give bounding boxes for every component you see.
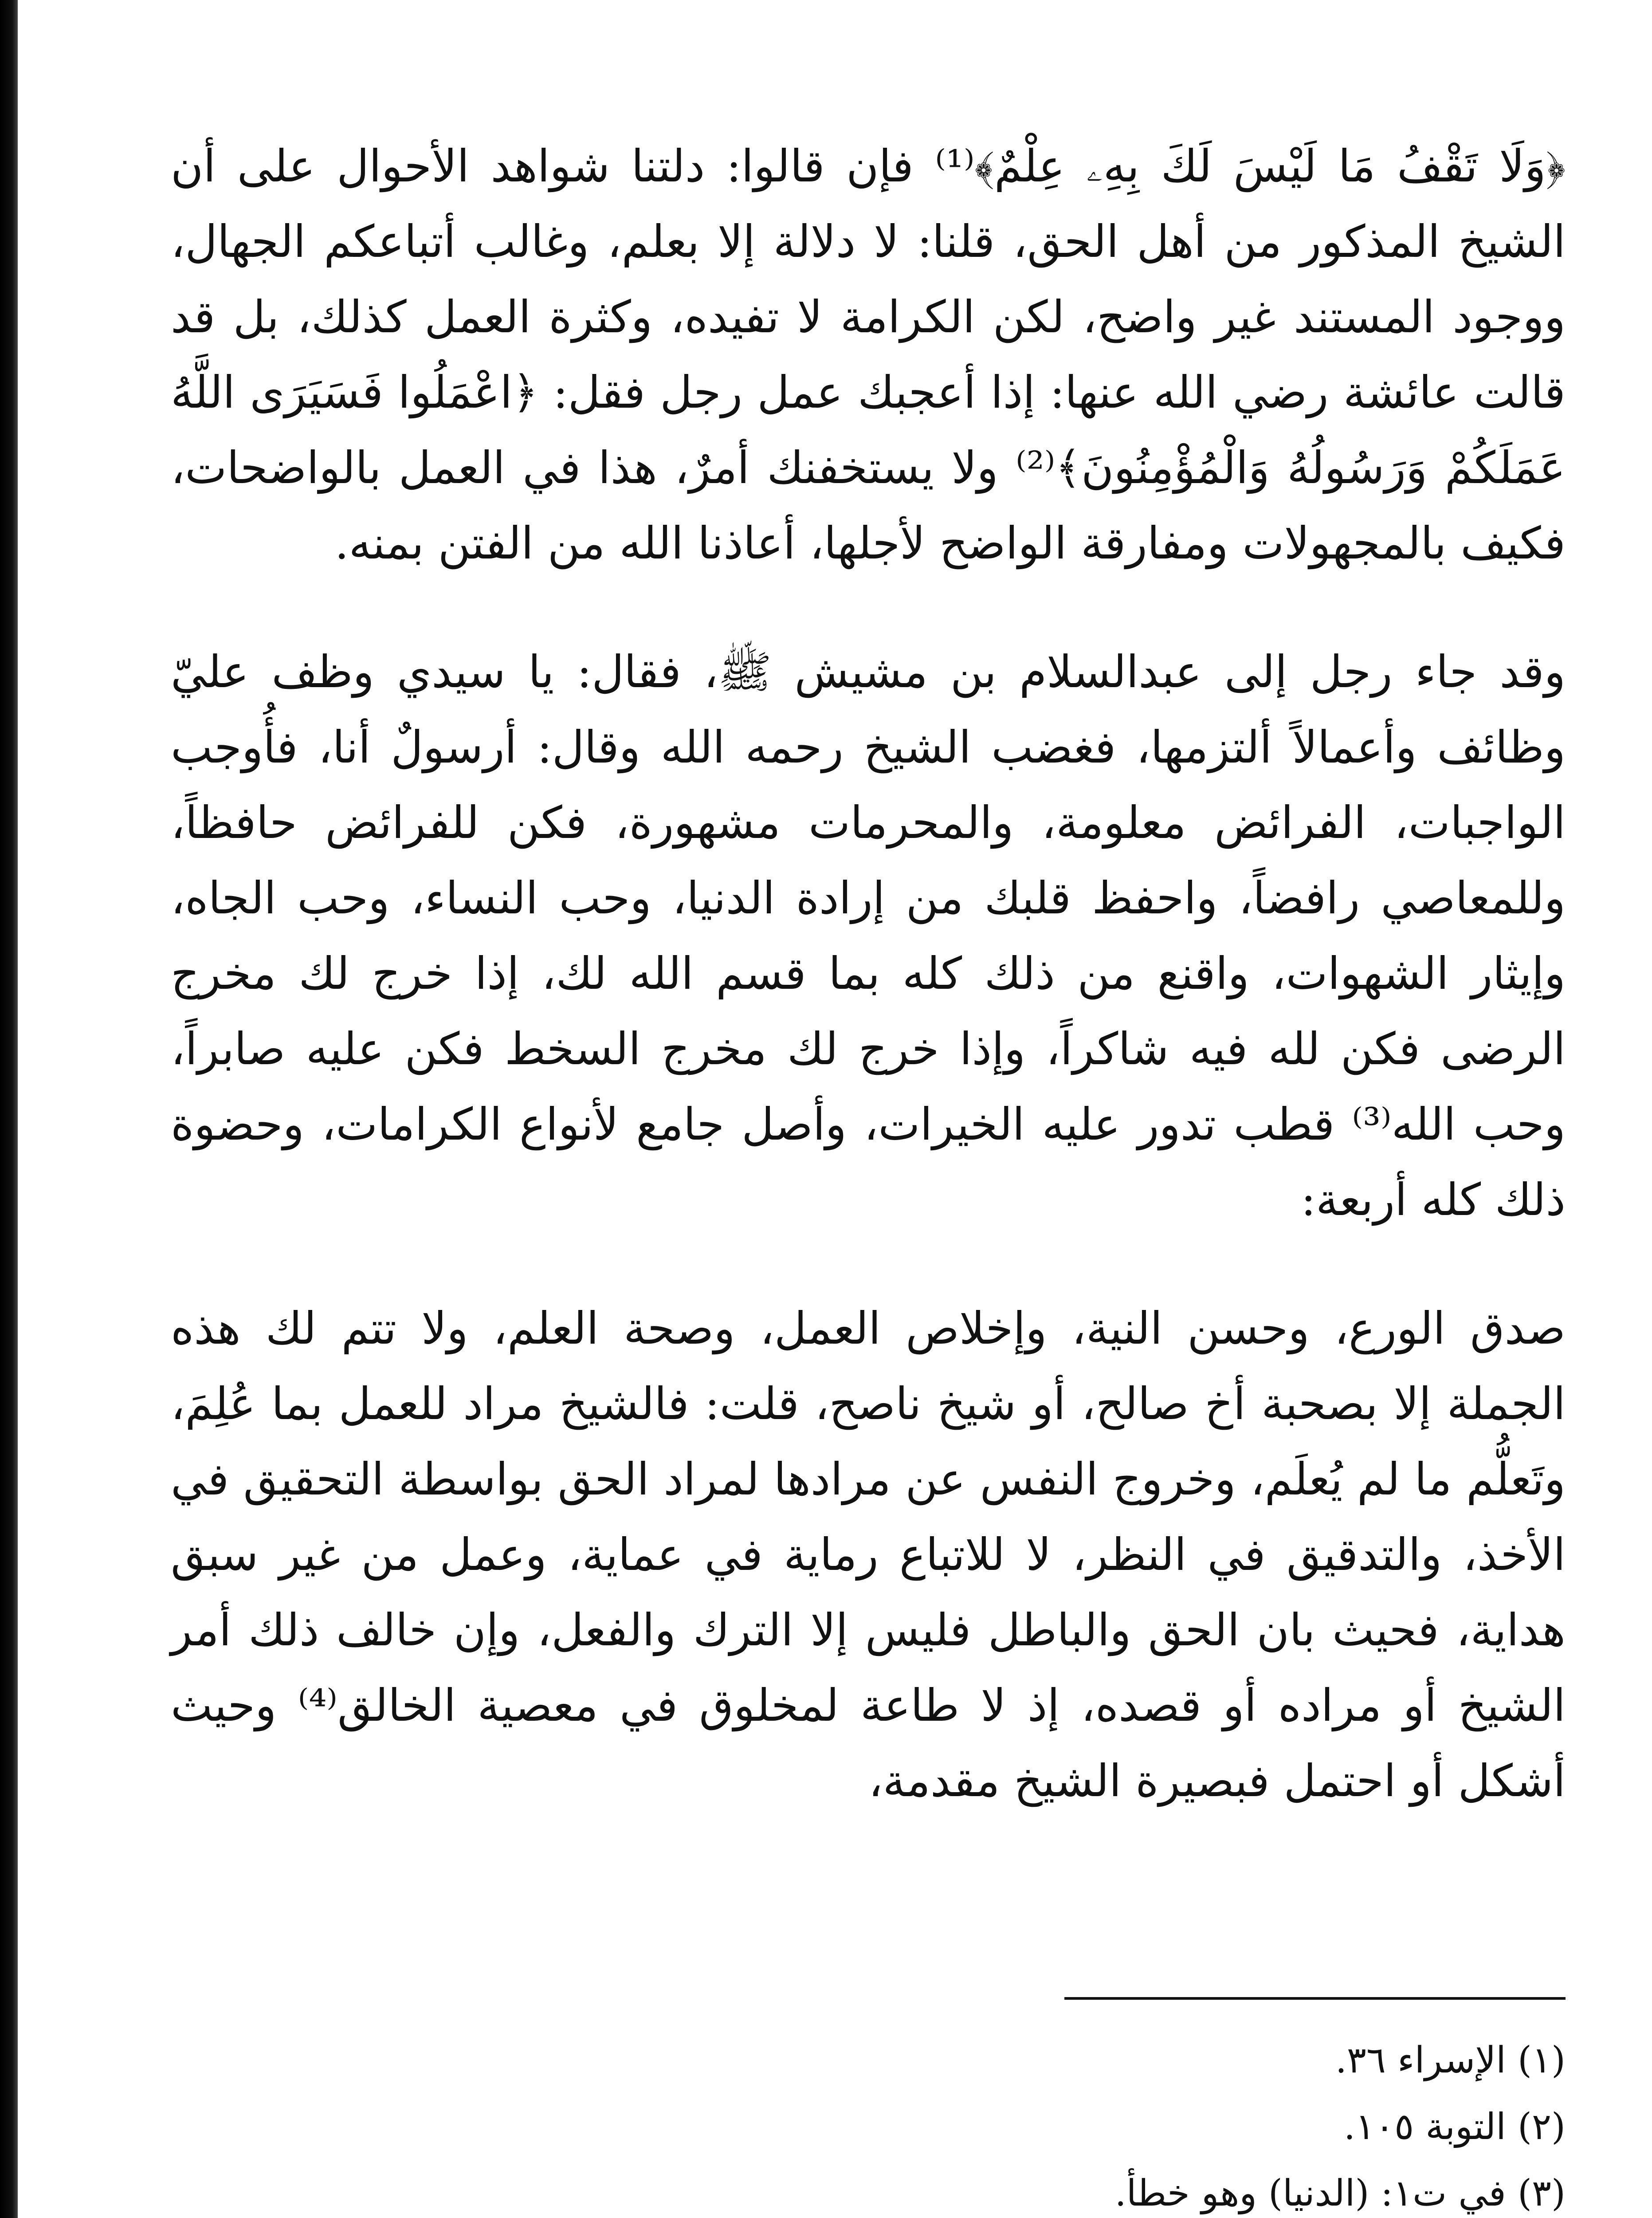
footnote-divider: [1064, 1997, 1566, 2000]
footnote-3: (٣) في ت١: (الدنيا) وهو خطأ.: [1114, 2172, 1566, 2214]
footnote-2: (٢) التوبة ١٠٥.: [1343, 2106, 1566, 2148]
book-spine-shadow: [0, 0, 18, 2218]
footnote-1: (١) الإسراء ٣٦.: [1335, 2039, 1566, 2081]
footnotes-list: [171, 2027, 1566, 2218]
body-paragraph-1: ﴿وَلَا تَقْفُ مَا لَيْسَ لَكَ بِهِۦ عِلْمٌ﴾⁽¹⁾ فإن قالوا: دلتنا شواهد الأحوال على أن الشيخ المذكور من أهل الحق، قلنا: لا دلالة إلا بعلم، وغالب أتباعكم الجهال، ووجود المستند غير واضح، لكن الكرامة لا تفيده، وكثرة العمل كذلك، بل قد قالت عائشة رضي الله عنها: إذا أعجبك عمل رجل فقل: ﴿اعْمَلُوا فَسَيَرَى اللَّهُ عَمَلَكُمْ وَرَسُولُهُ وَالْمُؤْمِنُونَ﴾⁽²⁾ ولا يستخفنك أمرٌ، هذا في العمل بالواضحات، فكيف بالمجهولات ومفارقة الواضح لأجلها، أعاذنا الله من الفتن بمنه.: [171, 140, 1566, 569]
page-body: [171, 129, 1566, 2218]
body-paragraph-2: وقد جاء رجل إلى عبدالسلام بن مشيش ﷺ، فقال: يا سيدي وظف عليّ وظائف وأعمالاً ألتزمها، فغضب الشيخ رحمه الله وقال: أرسولٌ أنا، فأُوجب الواجبات، الفرائض معلومة، والمحرمات مشهورة، فكن للفرائض حافظاً، وللمعاصي رافضاً، واحفظ قلبك من إرادة الدنيا، وحب النساء، وحب الجاه، وإيثار الشهوات، واقنع من ذلك كله بما قسم الله لك، إذا خرج لك مخرج الرضى فكن لله فيه شاكراً، وإذا خرج لك مخرج السخط فكن عليه صابراً، وحب الله⁽³⁾ قطب تدور عليه الخيرات، وأصل جامع لأنواع الكرامات، وحضوة ذلك كله أربعة:: [171, 646, 1566, 1226]
body-paragraph-3: صدق الورع، وحسن النية، وإخلاص العمل، وصحة العلم، ولا تتم لك هذه الجملة إلا بصحبة أخ صالح، أو شيخ ناصح، قلت: فالشيخ مراد للعمل بما عُلِمَ، وتَعلُّم ما لم يُعلَم، وخروج النفس عن مرادها لمراد الحق بواسطة التحقيق في الأخذ، والتدقيق في النظر، لا للاتباع رماية في عماية، وعمل من غير سبق هداية، فحيث بان الحق والباطل فليس إلا الترك والفعل، وإن خالف ذلك أمر الشيخ أو مراده أو قصده، إذ لا طاعة لمخلوق في معصية الخالق⁽⁴⁾ وحيث أشكل أو احتمل فبصيرة الشيخ مقدمة،: [171, 1302, 1566, 1807]
